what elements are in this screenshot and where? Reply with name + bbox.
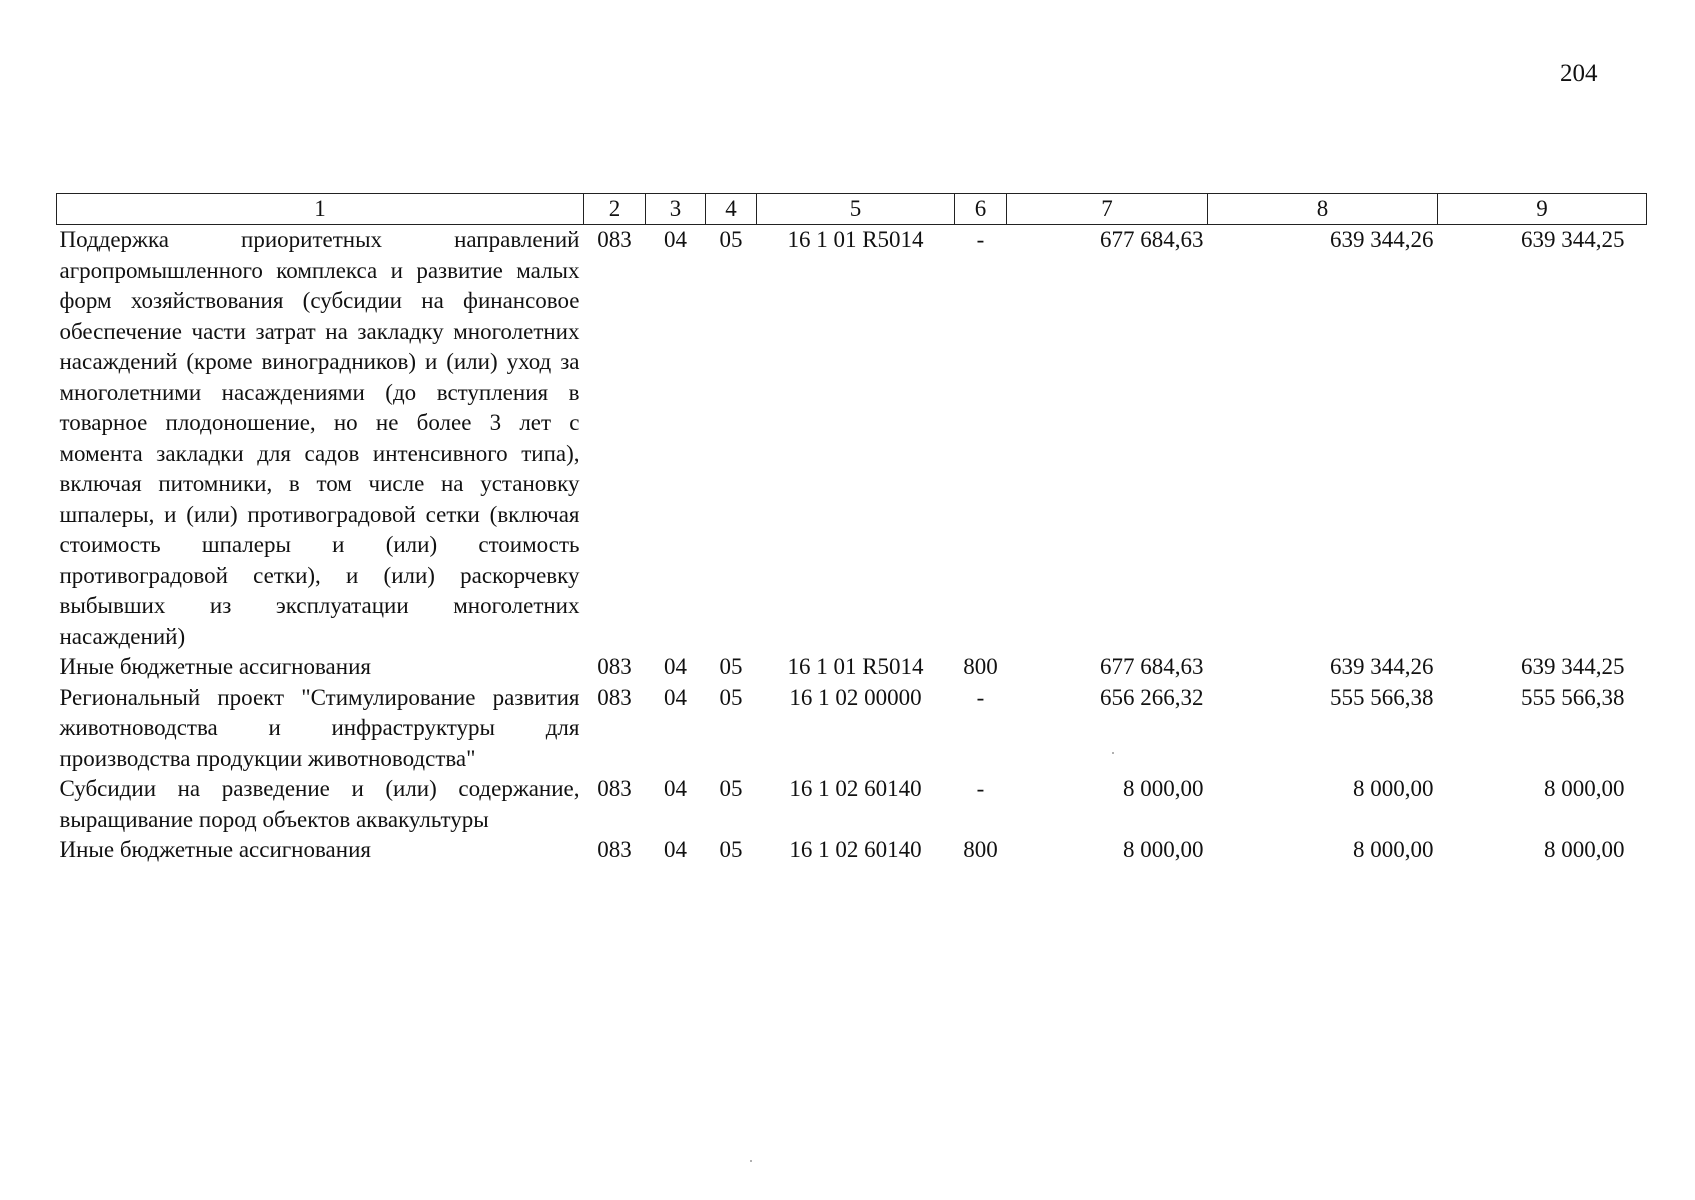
amount-col-8: 8 000,00 bbox=[1353, 776, 1434, 801]
table-row bbox=[57, 652, 1647, 683]
subsection-code: 05 bbox=[719, 654, 743, 679]
amount-col-7: 8 000,00 bbox=[1123, 776, 1204, 801]
expense-type-code: - bbox=[976, 227, 985, 252]
expense-type-code: - bbox=[976, 684, 985, 710]
target-article-code: 16 1 01 R5014 bbox=[787, 227, 924, 252]
amount-col-8: 639 344,26 bbox=[1330, 227, 1434, 252]
header-cell: 1 bbox=[57, 194, 584, 225]
target-article-code: 16 1 02 00000 bbox=[789, 684, 922, 710]
amount-col-9: 639 344,25 bbox=[1521, 227, 1625, 252]
header-cell: 7 bbox=[1007, 194, 1208, 225]
section-code: 04 bbox=[664, 227, 687, 252]
header-cell: 9 bbox=[1438, 194, 1647, 225]
subsection-code: 05 bbox=[719, 837, 743, 862]
amount-col-7: 677 684,63 bbox=[1100, 654, 1204, 679]
expense-type-code: 800 bbox=[963, 654, 998, 679]
admin-code: 083 bbox=[597, 837, 632, 862]
row-name: Иные бюджетные ассигнования bbox=[59, 837, 371, 862]
admin-code: 083 bbox=[597, 776, 632, 801]
section-code: 04 bbox=[664, 776, 687, 801]
table-row bbox=[57, 835, 1647, 866]
admin-code: 083 bbox=[597, 684, 632, 710]
scan-speck bbox=[1112, 752, 1114, 754]
header-cell: 3 bbox=[646, 194, 706, 225]
section-code: 04 bbox=[664, 654, 687, 679]
amount-col-7: 656 266,32 bbox=[1100, 684, 1204, 710]
section-code: 04 bbox=[664, 837, 687, 862]
section-code: 04 bbox=[664, 684, 687, 710]
target-article-code: 16 1 02 60140 bbox=[789, 776, 922, 801]
amount-col-9: 8 000,00 bbox=[1544, 776, 1625, 801]
amount-col-7: 8 000,00 bbox=[1123, 837, 1204, 862]
header-cell: 8 bbox=[1208, 194, 1438, 225]
row-name: Региональный проект "Стимулирование развития животноводства и инфраструктуры для производства продукции животноводства" bbox=[59, 684, 580, 771]
header-cell: 4 bbox=[706, 194, 757, 225]
amount-col-8: 555 566,38 bbox=[1330, 684, 1434, 710]
expense-type-code: - bbox=[976, 776, 985, 801]
subsection-code: 05 bbox=[719, 684, 743, 710]
subsection-code: 05 bbox=[719, 776, 743, 801]
amount-col-9: 639 344,25 bbox=[1521, 654, 1625, 679]
row-name: Субсидии на разведение и (или) содержание, выращивание пород объектов аквакультуры bbox=[59, 776, 580, 832]
target-article-code: 16 1 02 60140 bbox=[789, 837, 922, 862]
header-cell: 2 bbox=[584, 194, 646, 225]
amount-col-8: 8 000,00 bbox=[1353, 837, 1434, 862]
amount-col-7: 677 684,63 bbox=[1100, 227, 1204, 252]
row-name: Иные бюджетные ассигнования bbox=[59, 654, 371, 679]
admin-code: 083 bbox=[597, 654, 632, 679]
amount-col-9: 8 000,00 bbox=[1544, 837, 1625, 862]
budget-table bbox=[56, 193, 1647, 866]
header-cell: 5 bbox=[757, 194, 955, 225]
scan-speck bbox=[750, 1160, 752, 1162]
expense-type-code: 800 bbox=[963, 837, 998, 862]
table-header-row bbox=[57, 194, 1647, 225]
row-name: Поддержка приоритетных направлений агропромышленного комплекса и развитие малых форм хозяйствования (субсидии на финансовое обеспечение части затрат на закладку многолетних насаждений (кроме виноградников) и (или) уход за многолетними насаждениями (до вступления в товарное плодоношение, но не более 3 лет с момента закладки для садов интенсивного типа), включая питомники, в том числе на установку шпалеры, и (или) противоградовой сетки (включая стоимость шпалеры и (или) стоимость противоградовой сетки), и (или) раскорчевку выбывших из эксплуатации многолетних насаждений) bbox=[59, 227, 580, 649]
table-row bbox=[57, 683, 1647, 775]
amount-col-8: 639 344,26 bbox=[1330, 654, 1434, 679]
header-cell: 6 bbox=[955, 194, 1007, 225]
target-article-code: 16 1 01 R5014 bbox=[787, 654, 924, 679]
page-number: 204 bbox=[1560, 60, 1598, 87]
amount-col-9: 555 566,38 bbox=[1521, 684, 1625, 710]
table-row bbox=[57, 774, 1647, 835]
admin-code: 083 bbox=[597, 227, 632, 252]
table-row bbox=[57, 225, 1647, 653]
subsection-code: 05 bbox=[719, 227, 743, 252]
